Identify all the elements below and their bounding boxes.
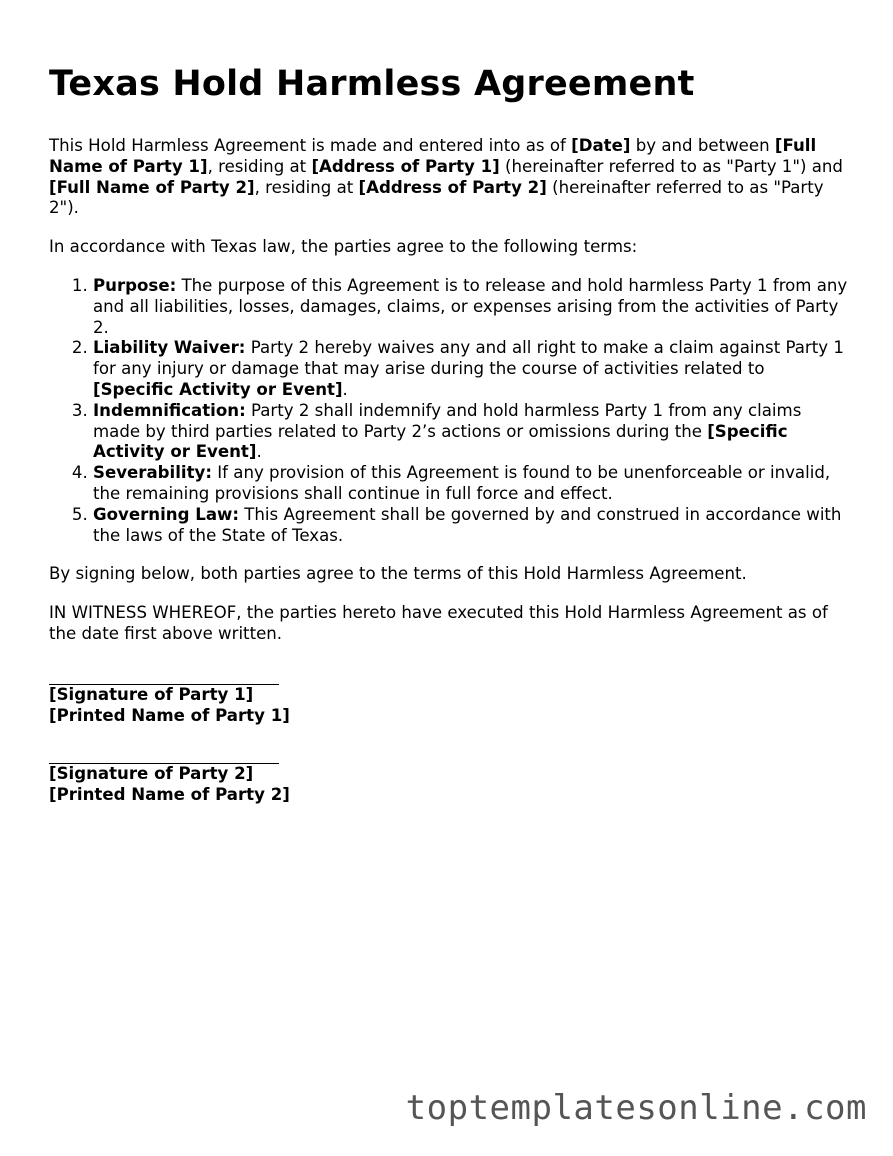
intro-text: (hereinafter referred to as "Party 1") and (499, 156, 843, 176)
watermark-text: toptemplatesonline.com (405, 1088, 867, 1128)
term-text: Party 2 shall indemnify and hold harmless Party 1 from any claims made by third parties related to Party 2’s actions or omissions during the (93, 400, 802, 441)
term-governing-law (93, 505, 849, 547)
printed-name-label: [Printed Name of Party 2] (49, 785, 290, 805)
term-label: Purpose: (93, 275, 177, 295)
signature-line (49, 744, 279, 764)
term-indemnification (93, 401, 849, 463)
document-title: Texas Hold Harmless Agreement (49, 64, 695, 104)
term-end: . (342, 379, 348, 399)
intro-text: by and between (630, 136, 775, 155)
term-text: This Agreement shall be governed by and construed in accordance with the laws of the State of Texas. (93, 504, 842, 545)
witness-paragraph: IN WITNESS WHEREOF, the parties hereto have executed this Hold Harmless Agreement as of the date first above written. (49, 603, 828, 643)
party1-address-placeholder: [Address of Party 1] (311, 156, 500, 176)
printed-name-label: [Printed Name of Party 1] (49, 705, 290, 725)
party2-name-placeholder: [Full Name of Party 2] (49, 177, 255, 197)
term-label: Governing Law: (93, 504, 239, 524)
terms-list (49, 276, 849, 546)
document-page (49, 60, 849, 806)
term-label: Indemnification: (93, 400, 246, 420)
signing-paragraph: By signing below, both parties agree to the terms of this Hold Harmless Agreement. (49, 564, 747, 584)
term-severability (93, 463, 849, 505)
term-text: The purpose of this Agreement is to release and hold harmless Party 1 from any and all liabilities, losses, damages, claims, or expenses arising from the activities of Party 2. (93, 275, 848, 337)
party2-address-placeholder: [Address of Party 2] (358, 177, 547, 197)
intro-text: , residing at (254, 177, 359, 197)
intro-text: This Hold Harmless Agreement is made and entered into as of (49, 136, 572, 155)
activity-placeholder: [Specific Activity or Event] (93, 421, 788, 462)
term-liability-waiver (93, 338, 849, 400)
signature-block-party2 (49, 744, 849, 806)
intro-paragraph (49, 136, 849, 219)
intro-text: (hereinafter referred to as "Party 2"). (49, 177, 824, 218)
signature-block-party1 (49, 665, 849, 727)
signature-label: [Signature of Party 1] (49, 684, 254, 704)
activity-placeholder: [Specific Activity or Event] (93, 379, 343, 399)
term-label: Severability: (93, 463, 212, 483)
term-text: If any provision of this Agreement is found to be unenforceable or invalid, the remaining provisions shall continue in full force and effect. (93, 463, 831, 503)
signature-line (49, 665, 279, 685)
date-placeholder: [Date] (571, 136, 631, 155)
intro-text: , residing at (207, 156, 312, 176)
term-end: . (256, 442, 262, 462)
signature-label: [Signature of Party 2] (49, 764, 254, 784)
term-label: Liability Waiver: (93, 338, 246, 358)
term-purpose (93, 276, 849, 338)
term-text: Party 2 hereby waives any and all right to make a claim against Party 1 for any injury or damage that may arise during the course of activities related to (93, 338, 844, 379)
accordance-paragraph: In accordance with Texas law, the parties agree to the following terms: (49, 237, 638, 257)
party1-name-placeholder: [Full Name of Party 1] (49, 136, 817, 176)
